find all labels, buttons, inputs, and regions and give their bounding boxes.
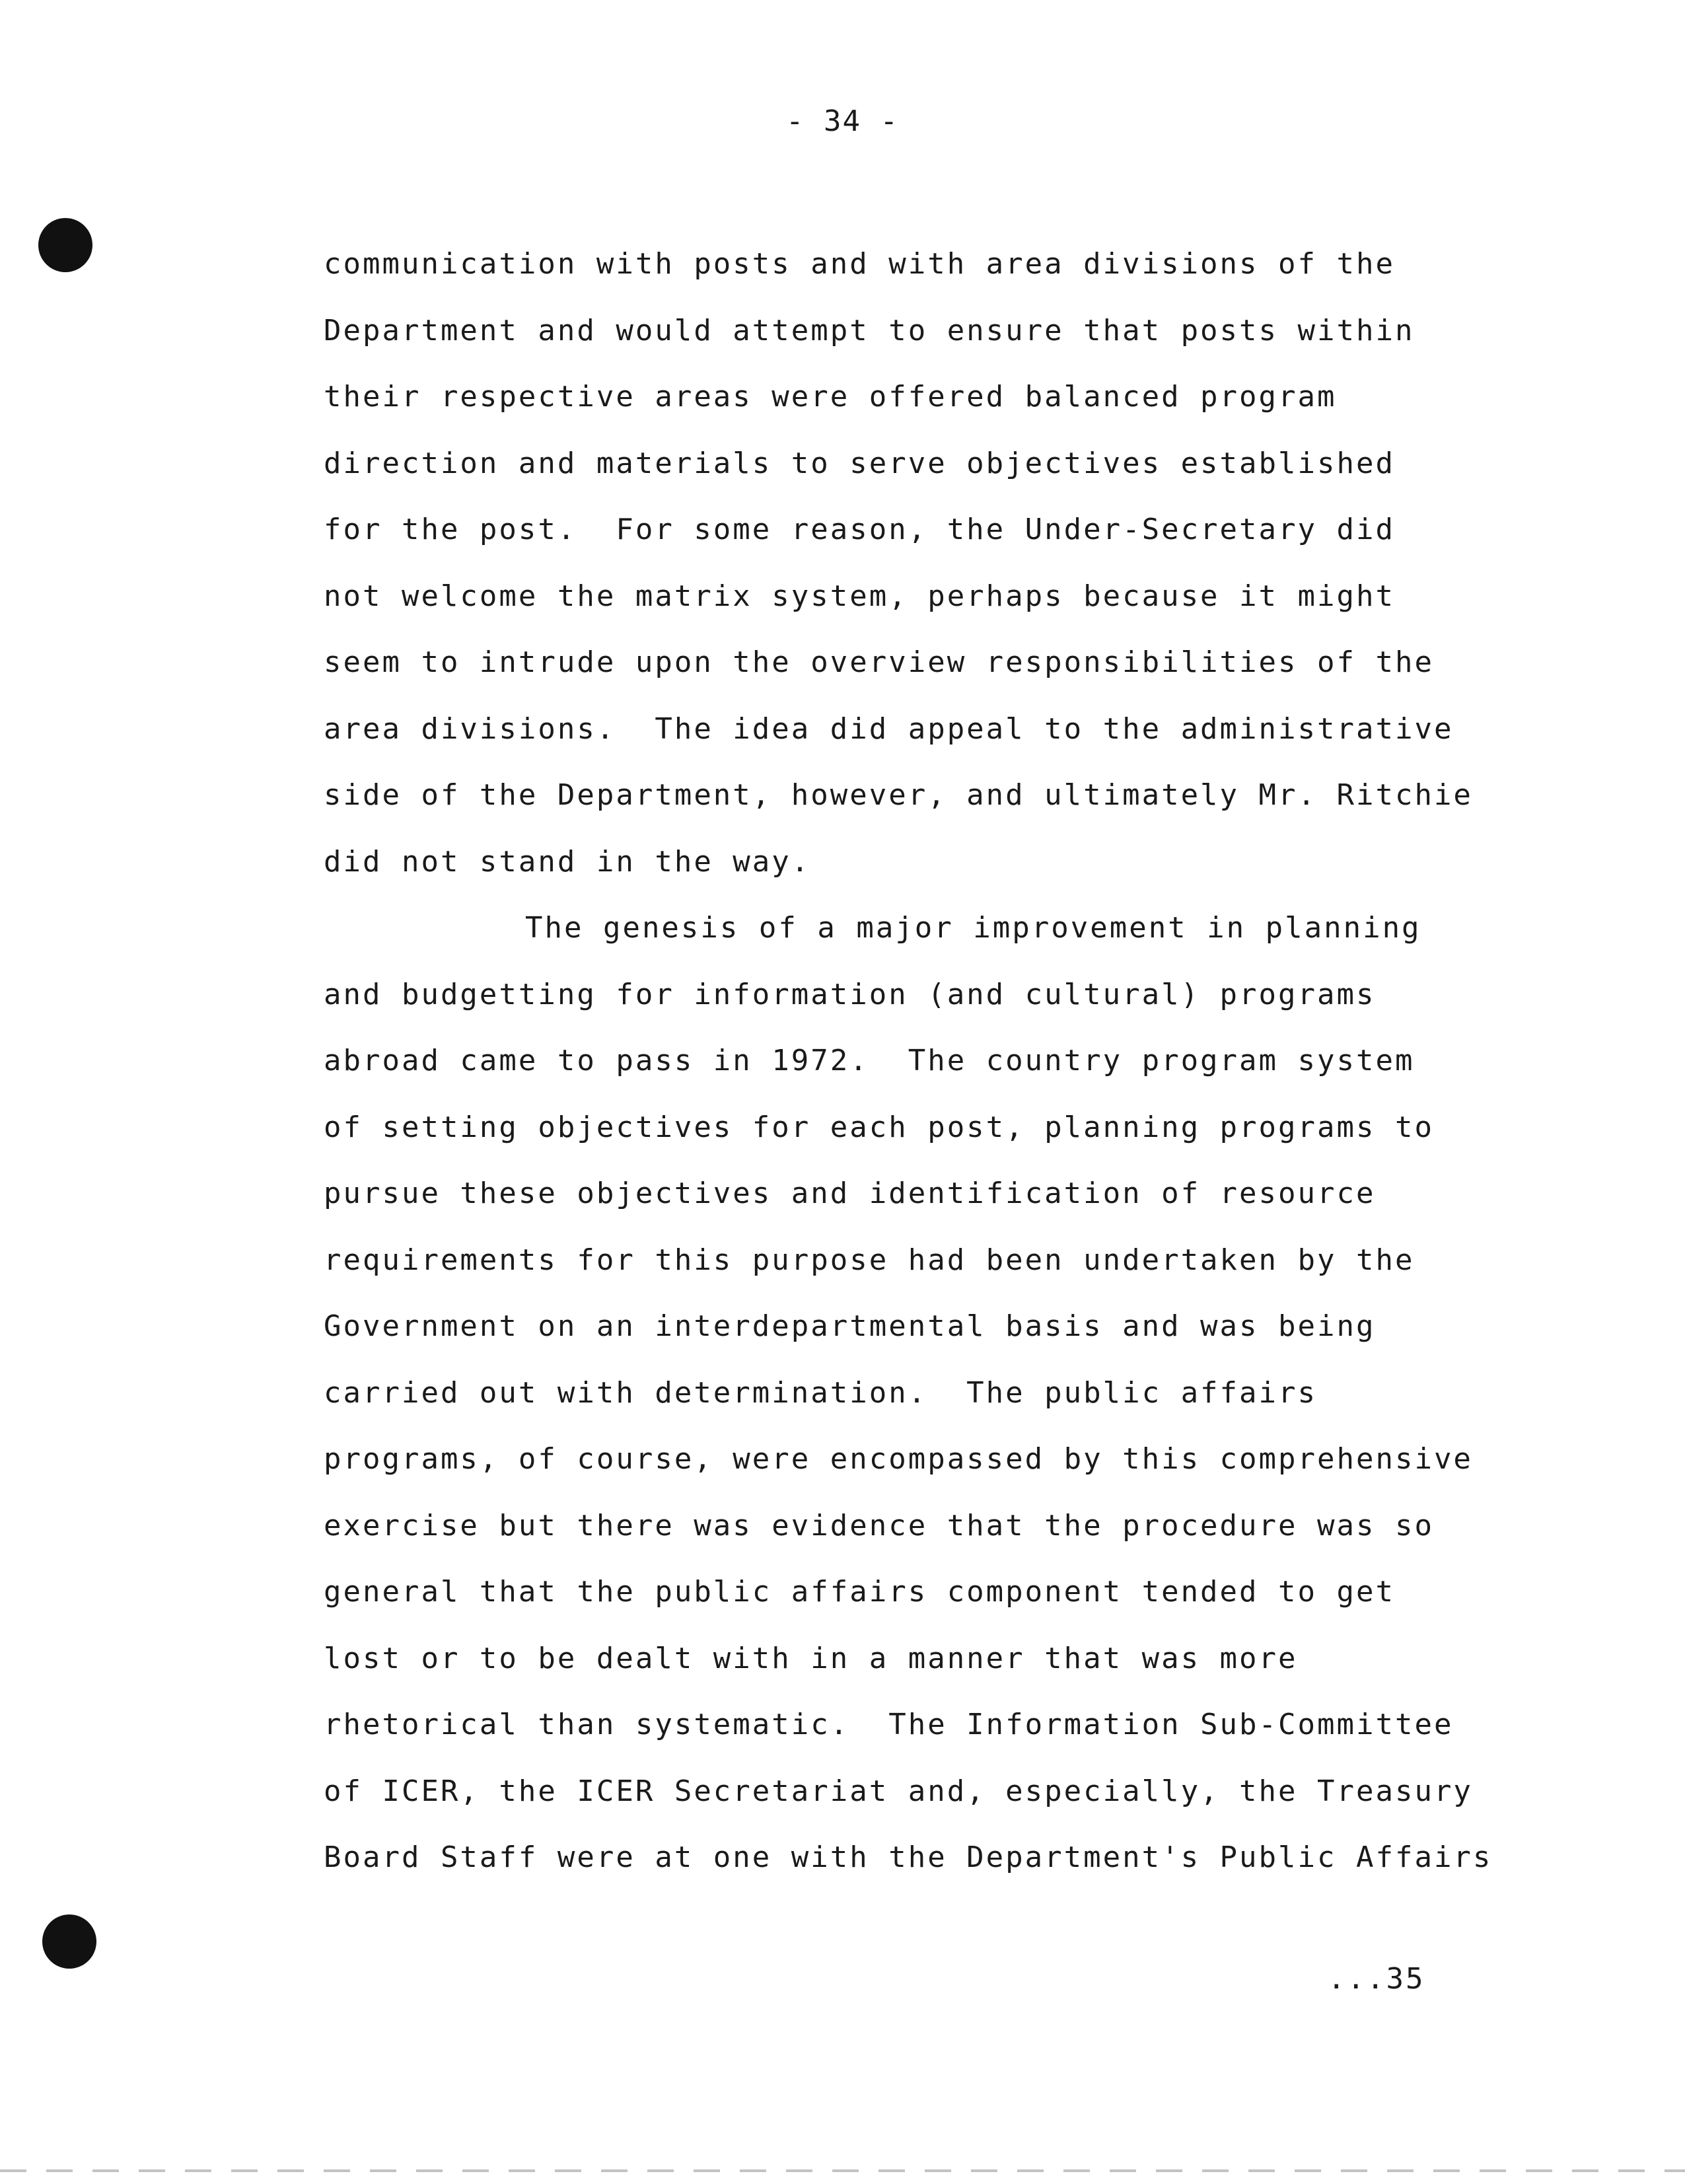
text-line: of ICER, the ICER Secretariat and, especially, the Treasury [324,1774,1473,1808]
text-line: seem to intrude upon the overview responsibilities of the [324,645,1434,679]
text-line: exercise but there was evidence that the procedure was so [324,1508,1434,1543]
text-line: rhetorical than systematic. The Information Sub-Committee [324,1708,1454,1741]
text-line: direction and materials to serve objectives established [324,446,1395,480]
text-line: Board Staff were at one with the Department's Public Affairs [324,1840,1493,1874]
text-line: abroad came to pass in 1972. The country program system [324,1044,1415,1077]
text-line: requirements for this purpose had been undertaken by the [324,1243,1415,1277]
text-line: area divisions. The idea did appeal to the administrative [324,711,1454,746]
page-number: - 34 - [786,104,899,138]
text-line: lost or to be dealt with in a manner that was more [324,1641,1298,1675]
punch-hole-top [38,218,92,272]
text-line: and budgetting for information (and cultural) programs [324,977,1376,1011]
text-line: side of the Department, however, and ultimately Mr. Ritchie [324,778,1473,812]
text-line: pursue these objectives and identification of resource [324,1177,1376,1210]
text-line: for the post. For some reason, the Under-Secretary did [324,513,1395,546]
text-line: programs, of course, were encompassed by this comprehensive [324,1442,1473,1476]
text-line: communication with posts and with area divisions of the [324,247,1395,281]
text-line: Government on an interdepartmental basis and was being [324,1309,1376,1343]
continuation-marker: ...35 [1328,1962,1425,1996]
text-line: of setting objectives for each post, planning programs to [324,1110,1434,1144]
text-line: did not stand in the way. [324,844,811,879]
body-text [324,231,1579,1891]
text-line: carried out with determination. The public affairs [324,1375,1318,1410]
text-line: not welcome the matrix system, perhaps because it might [324,579,1395,613]
text-line: general that the public affairs component tended to get [324,1575,1395,1609]
paragraph-first-line: The genesis of a major improvement in planning [525,911,1421,945]
scan-edge-artifact [0,2169,1685,2172]
text-line: Department and would attempt to ensure that posts within [324,313,1415,347]
text-line: their respective areas were offered balanced program [324,380,1337,414]
punch-hole-bottom [42,1914,96,1969]
